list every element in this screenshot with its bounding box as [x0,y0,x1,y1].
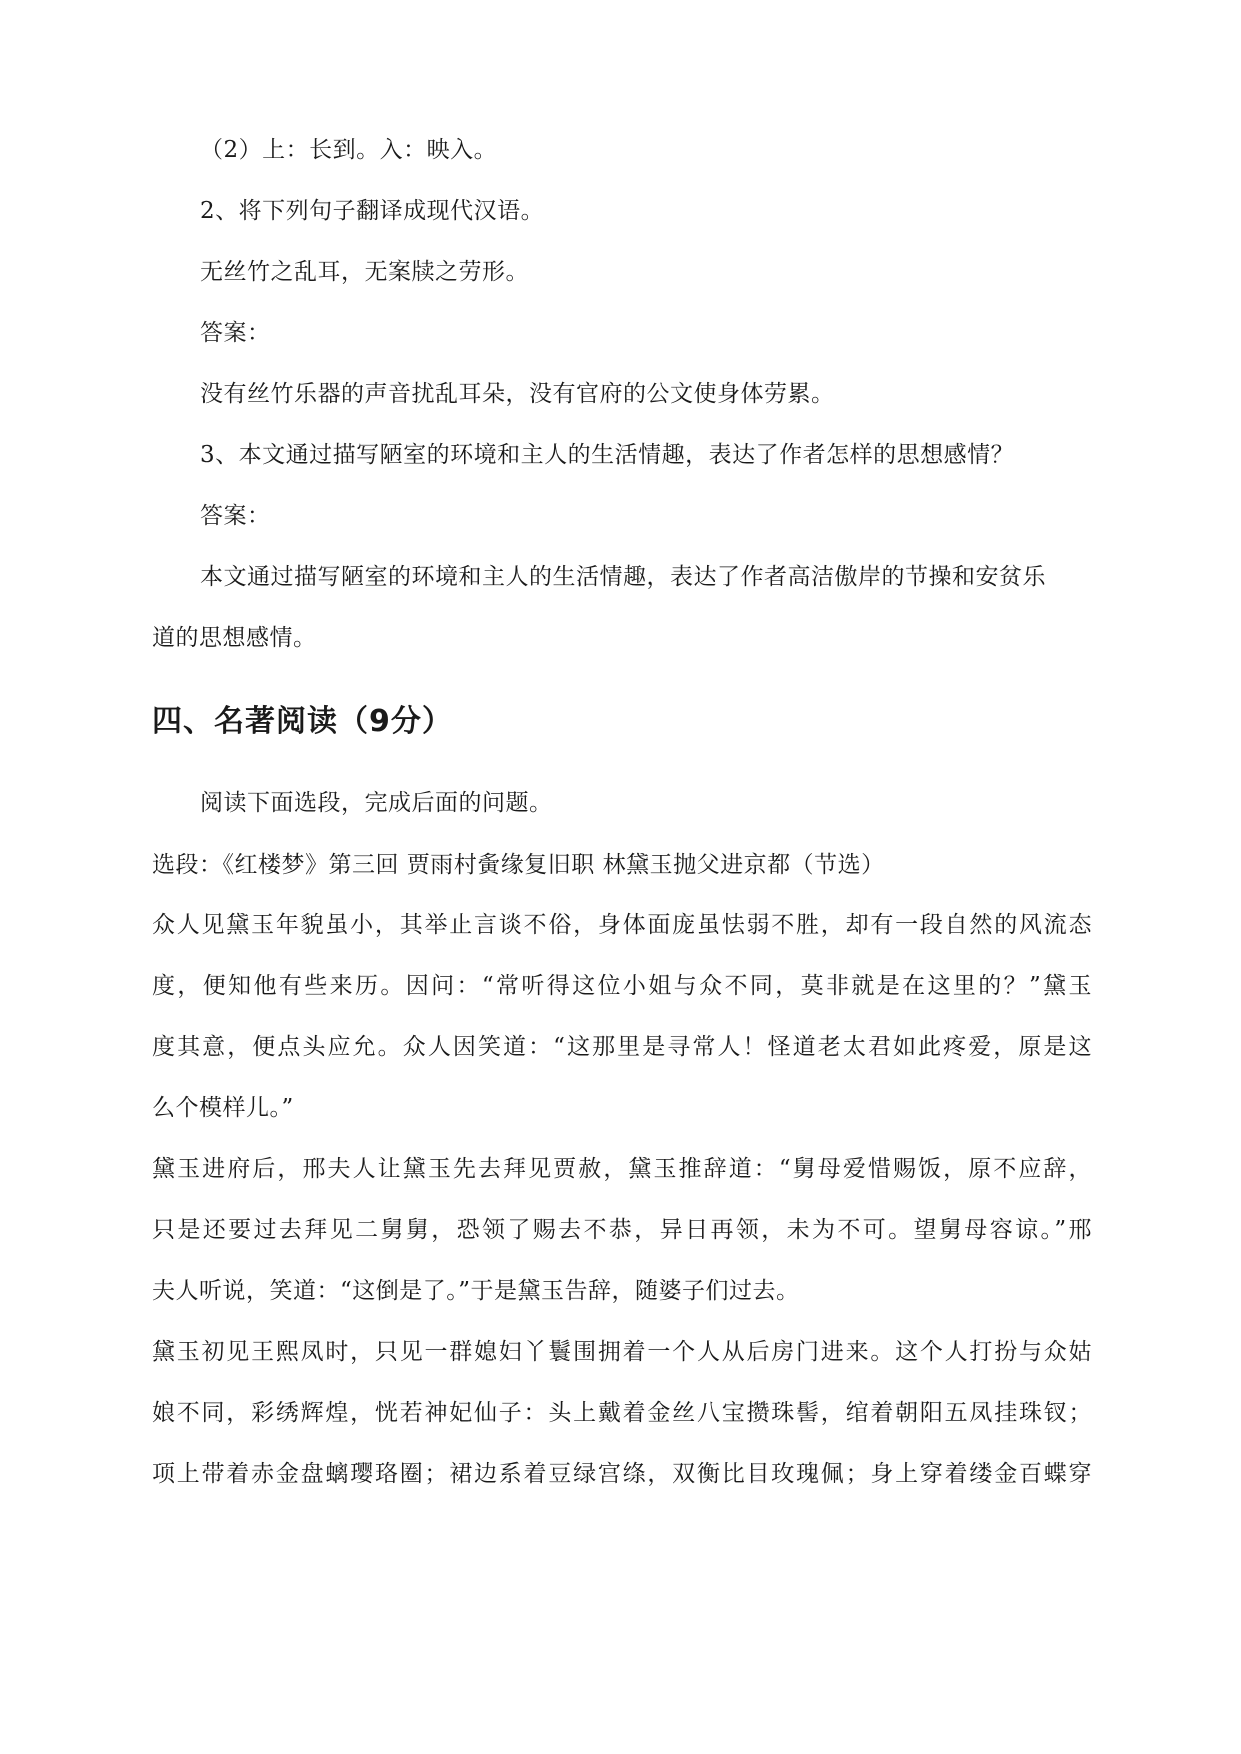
answer-q3-line: 道的思想感情。 [152,625,317,651]
answer-label: 答案： [200,320,271,346]
question-3-prompt: 3、本文通过描写陋室的环境和主人的生活情趣，表达了作者怎样的思想感情？ [200,442,1015,468]
answer-q3-line: 本文通过描写陋室的环境和主人的生活情趣，表达了作者高洁傲岸的节操和安贫乐 [200,564,1046,590]
paragraph-line: 夫人听说，笑道：“这倒是了。”于是黛玉告辞，随婆子们过去。 [152,1278,800,1304]
paragraph-line: 么个模样儿。” [152,1095,294,1121]
paragraph-line: 只是还要过去拜见二舅舅，恐领了赐去不恭，异日再领，未为不可。望舅母容谅。”邢 [152,1217,1092,1243]
excerpt-source: 选段：《红楼梦》第三回 贾雨村夤缘复旧职 林黛玉抛父进京都（节选） [152,852,885,878]
paragraph-line: 众人见黛玉年貌虽小，其举止言谈不俗，身体面庞虽怯弱不胜，却有一段自然的风流态 [152,912,1092,938]
paragraph-line: 度，便知他有些来历。因问：“常听得这位小姐与众不同，莫非就是在这里的？”黛玉 [152,973,1092,999]
question-2-sentence: 无丝竹之乱耳，无案牍之劳形。 [200,259,529,285]
answer-q1-part2: （2）上：长到。入：映入。 [200,137,498,163]
answer-q2-text: 没有丝竹乐器的声音扰乱耳朵，没有官府的公文使身体劳累。 [200,381,835,407]
paragraph-line: 项上带着赤金盘螭璎珞圈；裙边系着豆绿宫绦，双衡比目玫瑰佩；身上穿着缕金百蝶穿 [152,1461,1092,1487]
paragraph-line: 度其意，便点头应允。众人因笑道：“这那里是寻常人！怪道老太君如此疼爱，原是这 [152,1034,1092,1060]
paragraph-line: 娘不同，彩绣辉煌，恍若神妃仙子：头上戴着金丝八宝攒珠髻，绾着朝阳五凤挂珠钗； [152,1400,1092,1426]
reading-instruction: 阅读下面选段，完成后面的问题。 [200,790,553,816]
question-2-prompt: 2、将下列句子翻译成现代汉语。 [200,198,545,224]
section-heading: 四、名著阅读（9分） [152,704,453,739]
paragraph-line: 黛玉进府后，邢夫人让黛玉先去拜见贾赦，黛玉推辞道：“舅母爱惜赐饭，原不应辞， [152,1156,1092,1182]
answer-label: 答案： [200,503,271,529]
paragraph-line: 黛玉初见王熙凤时，只见一群媳妇丫鬟围拥着一个人从后房门进来。这个人打扮与众姑 [152,1339,1092,1365]
